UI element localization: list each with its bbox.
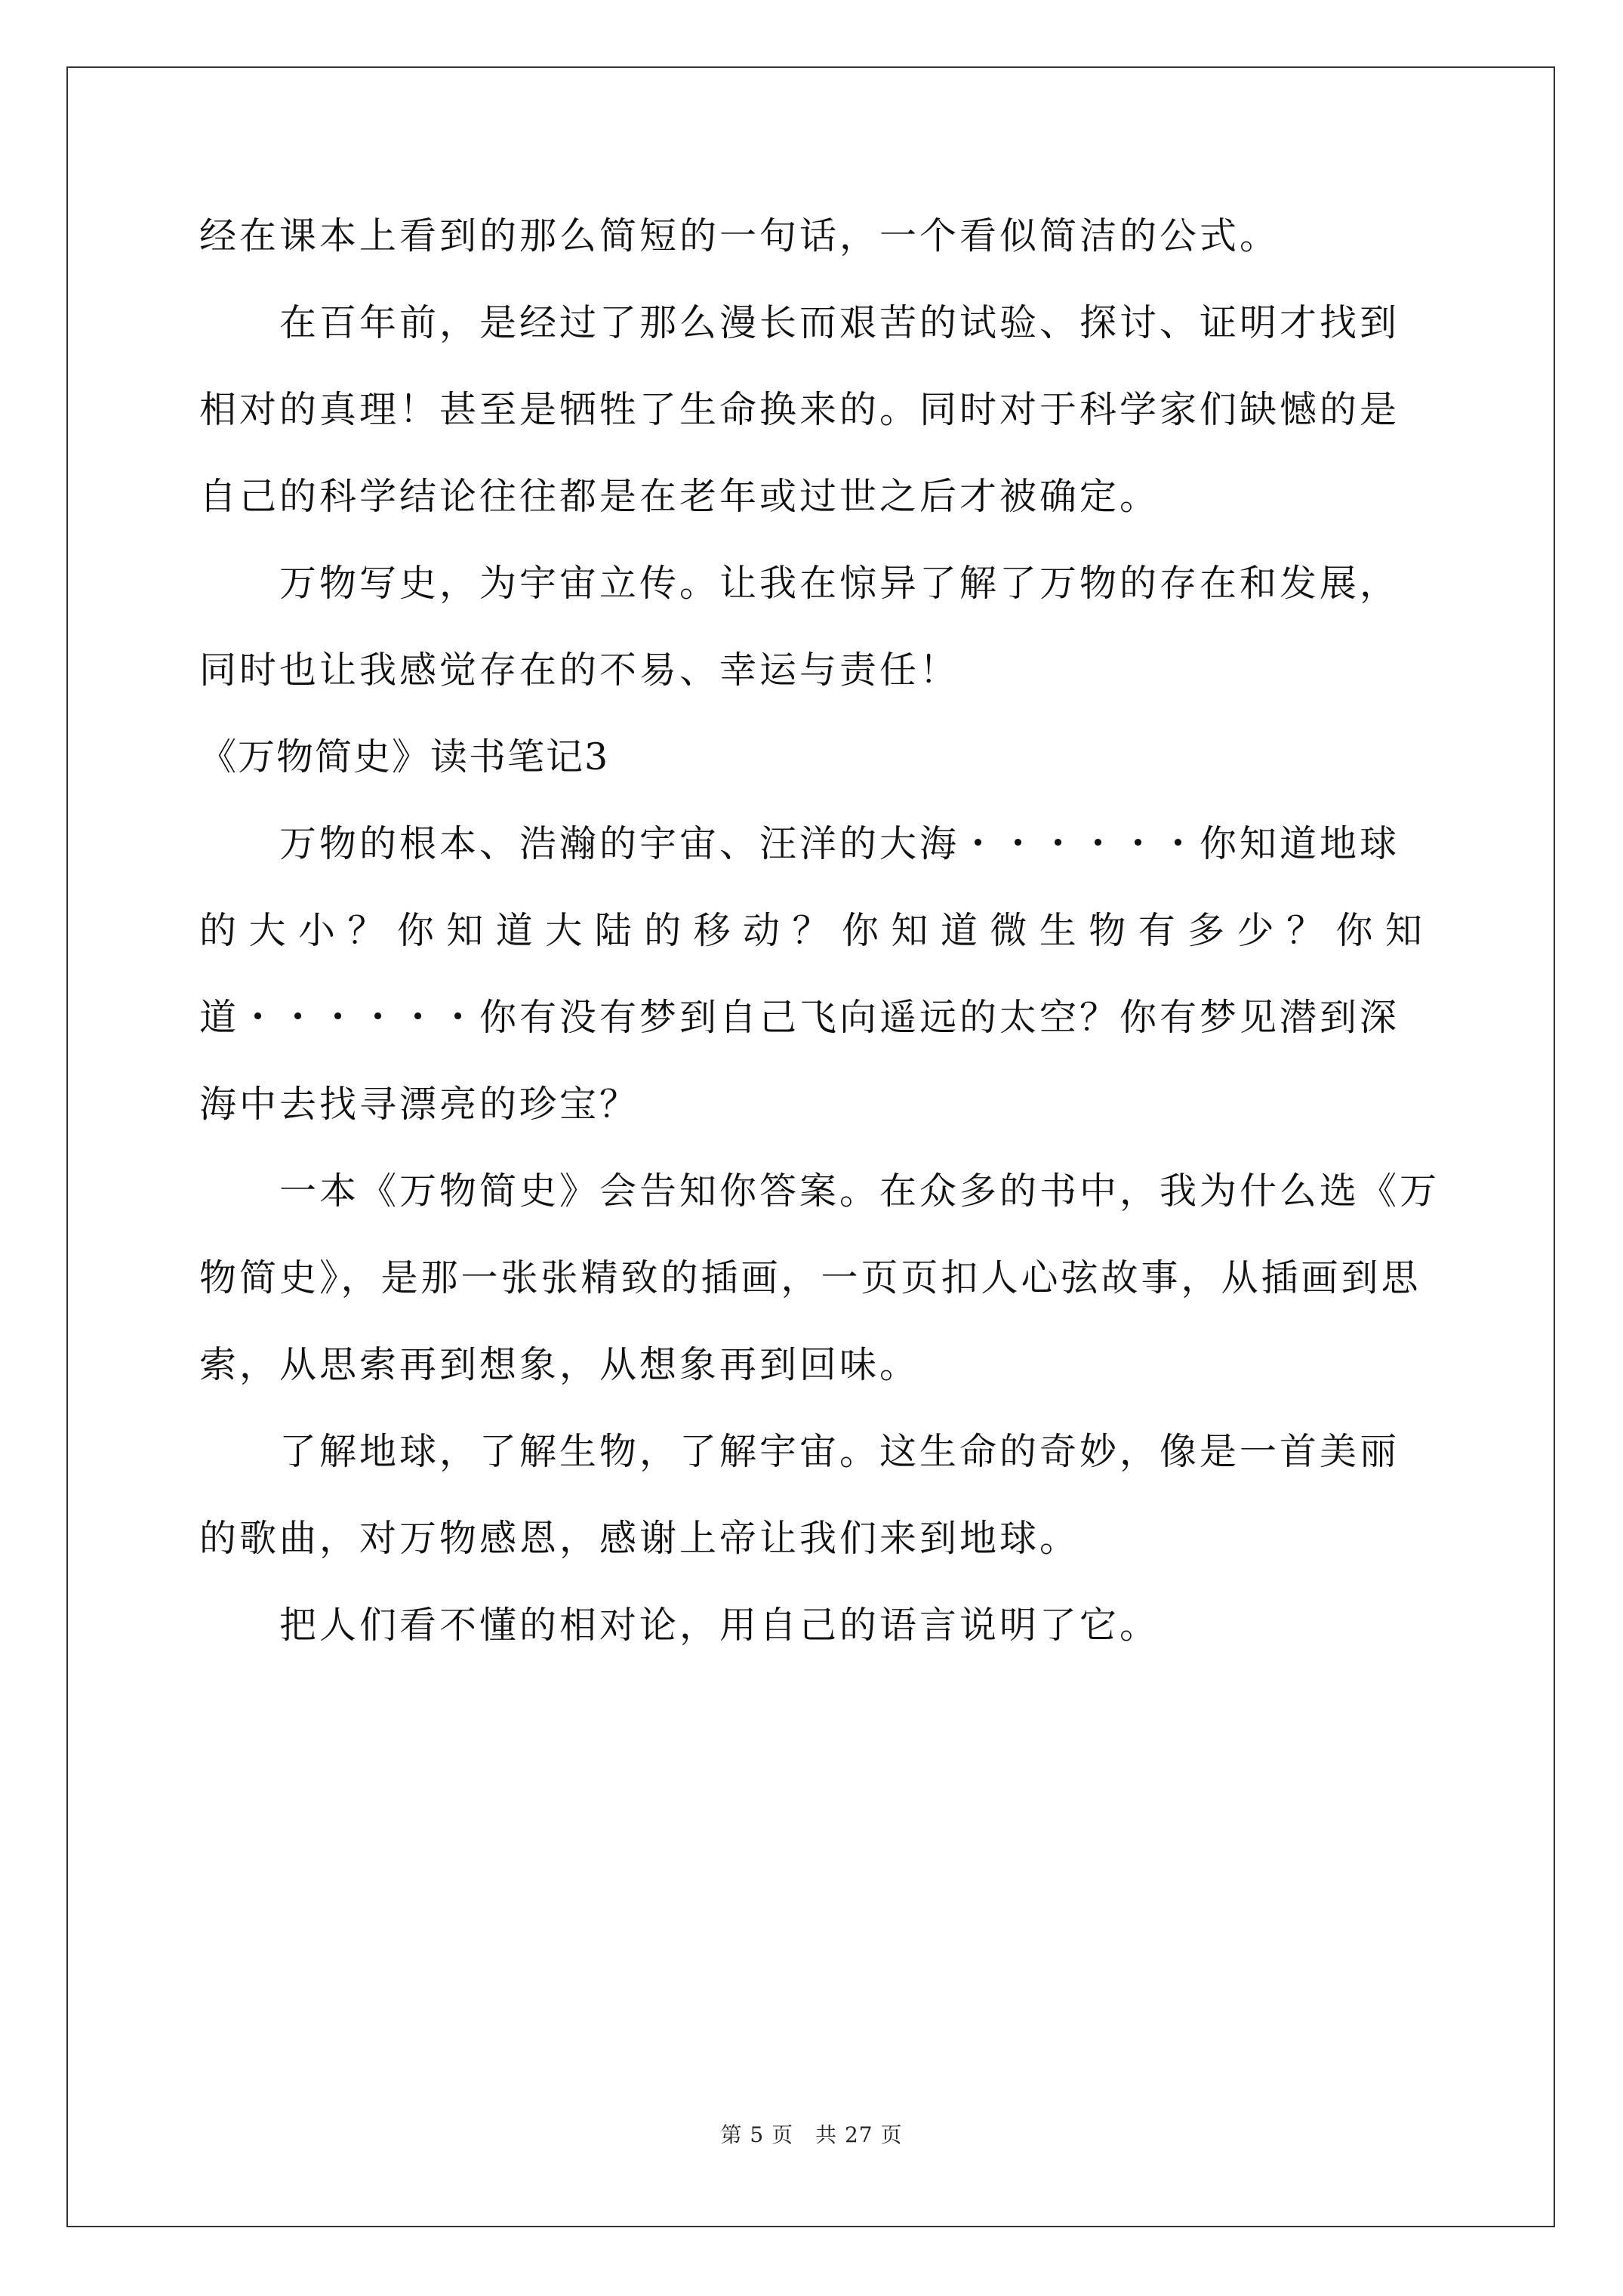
paragraph-line: 万物的根本、浩瀚的宇宙、汪洋的大海・・・・・・你知道地球 (279, 822, 1400, 865)
paragraph-line: 相对的真理！甚至是牺牲了生命换来的。同时对于科学家们缺憾的是 (199, 388, 1400, 431)
paragraph-line: 的大小？你知道大陆的移动？你知道微生物有多少？你知 (199, 909, 1425, 952)
paragraph-line: 了解地球，了解生物，了解宇宙。这生命的奇妙，像是一首美丽 (279, 1430, 1400, 1473)
paragraph-line: 索，从思索再到想象，从想象再到回味。 (199, 1343, 920, 1386)
paragraph-line: 海中去找寻漂亮的珍宝？ (199, 1083, 640, 1126)
paragraph-line: 在百年前，是经过了那么漫长而艰苦的试验、探讨、证明才找到 (279, 301, 1400, 344)
paragraph-line: 把人们看不懂的相对论，用自己的语言说明了它。 (279, 1604, 1160, 1647)
paragraph-line: 同时也让我感觉存在的不易、幸运与责任！ (199, 649, 960, 692)
paragraph-line: 万物写史，为宇宙立传。让我在惊异了解了万物的存在和发展， (279, 562, 1400, 605)
document-body (199, 193, 1440, 1669)
paragraph-line: 经在课本上看到的那么简短的一句话，一个看似简洁的公式。 (199, 214, 1280, 257)
paragraph-line: 一本《万物简史》会告知你答案。在众多的书中，我为什么选《万 (279, 1170, 1440, 1213)
section-heading: 《万物简史》读书笔记3 (199, 735, 610, 778)
paragraph-line: 自己的科学结论往往都是在老年或过世之后才被确定。 (199, 475, 1160, 518)
paragraph-line: 的歌曲，对万物感恩，感谢上帝让我们来到地球。 (199, 1517, 1080, 1560)
paragraph-line: 物简史》，是那一张张精致的插画，一页页扣人心弦故事，从插画到思 (199, 1256, 1421, 1299)
paragraph-line: 道・・・・・・你有没有梦到自己飞向遥远的太空？你有梦见潜到深 (199, 996, 1400, 1039)
page-number: 第 5 页 共 27 页 (720, 2122, 903, 2147)
